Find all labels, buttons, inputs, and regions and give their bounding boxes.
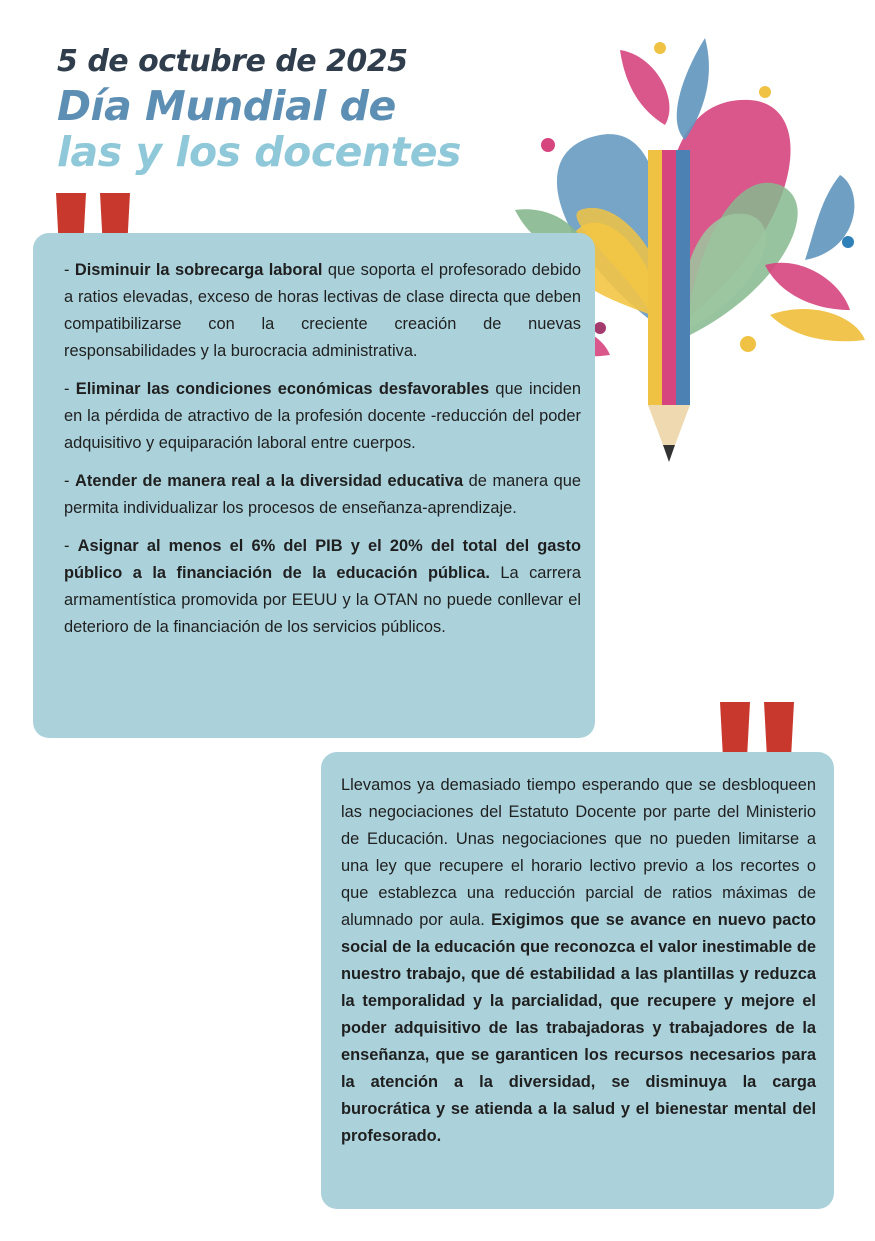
date-heading: 5 de octubre de 2025 [57, 44, 408, 79]
statement-box [321, 752, 834, 1209]
page-title-line1: Día Mundial de [57, 82, 396, 130]
demand-item: - Eliminar las condiciones económicas desfavorables que inciden en la pérdida de atractivo de la profesión docente -reducción del poder adquisitivo y equiparación laboral entre cuerpos. [64, 380, 581, 452]
statement-paragraph: Llevamos ya demasiado tiempo esperando que se desbloqueen las negociaciones del Estatuto Docente por parte del Ministerio de Educación. Unas negociaciones que no pueden limitarse a una ley que recupere el horario lectivo previo a los recortes o que establezca una reducción parcial de ratios máximas de alumnado por aula. Exigimos que se avance en nuevo pacto social de la educación que reconozca el valor inestimable de nuestro trabajo, que dé estabilidad a las plantillas y reduzca la temporalidad y la parcialidad, que recupere y mejore el poder adquisitivo de las trabajadoras y trabajadores de la enseñanza, que se garanticen los recursos necesarios para la atención a la diversidad, se disminuya la carga burocrática y se atienda a la salud y el bienestar mental del profesorado. [341, 776, 816, 1145]
demand-item: - Atender de manera real a la diversidad educativa de manera que permita individualizar los procesos de enseñanza-aprendizaje. [64, 472, 581, 517]
page-title-line2: las y los docentes [57, 128, 461, 176]
demand-item: - Disminuir la sobrecarga laboral que soporta el profesorado debido a ratios elevadas, exceso de horas lectivas de clase directa que deben compatibilizarse con la creciente creación de nuevas responsabilidades y la burocracia administrativa. [64, 261, 581, 360]
demand-item: - Asignar al menos el 6% del PIB y el 20% del total del gasto público a la financiación de la educación pública. La carrera armamentística promovida por EEUU y la OTAN no puede conllevar el deterioro de la financiación de los servicios públicos. [64, 537, 582, 636]
quote-mark-icon [720, 702, 794, 758]
demands-box [33, 233, 595, 738]
